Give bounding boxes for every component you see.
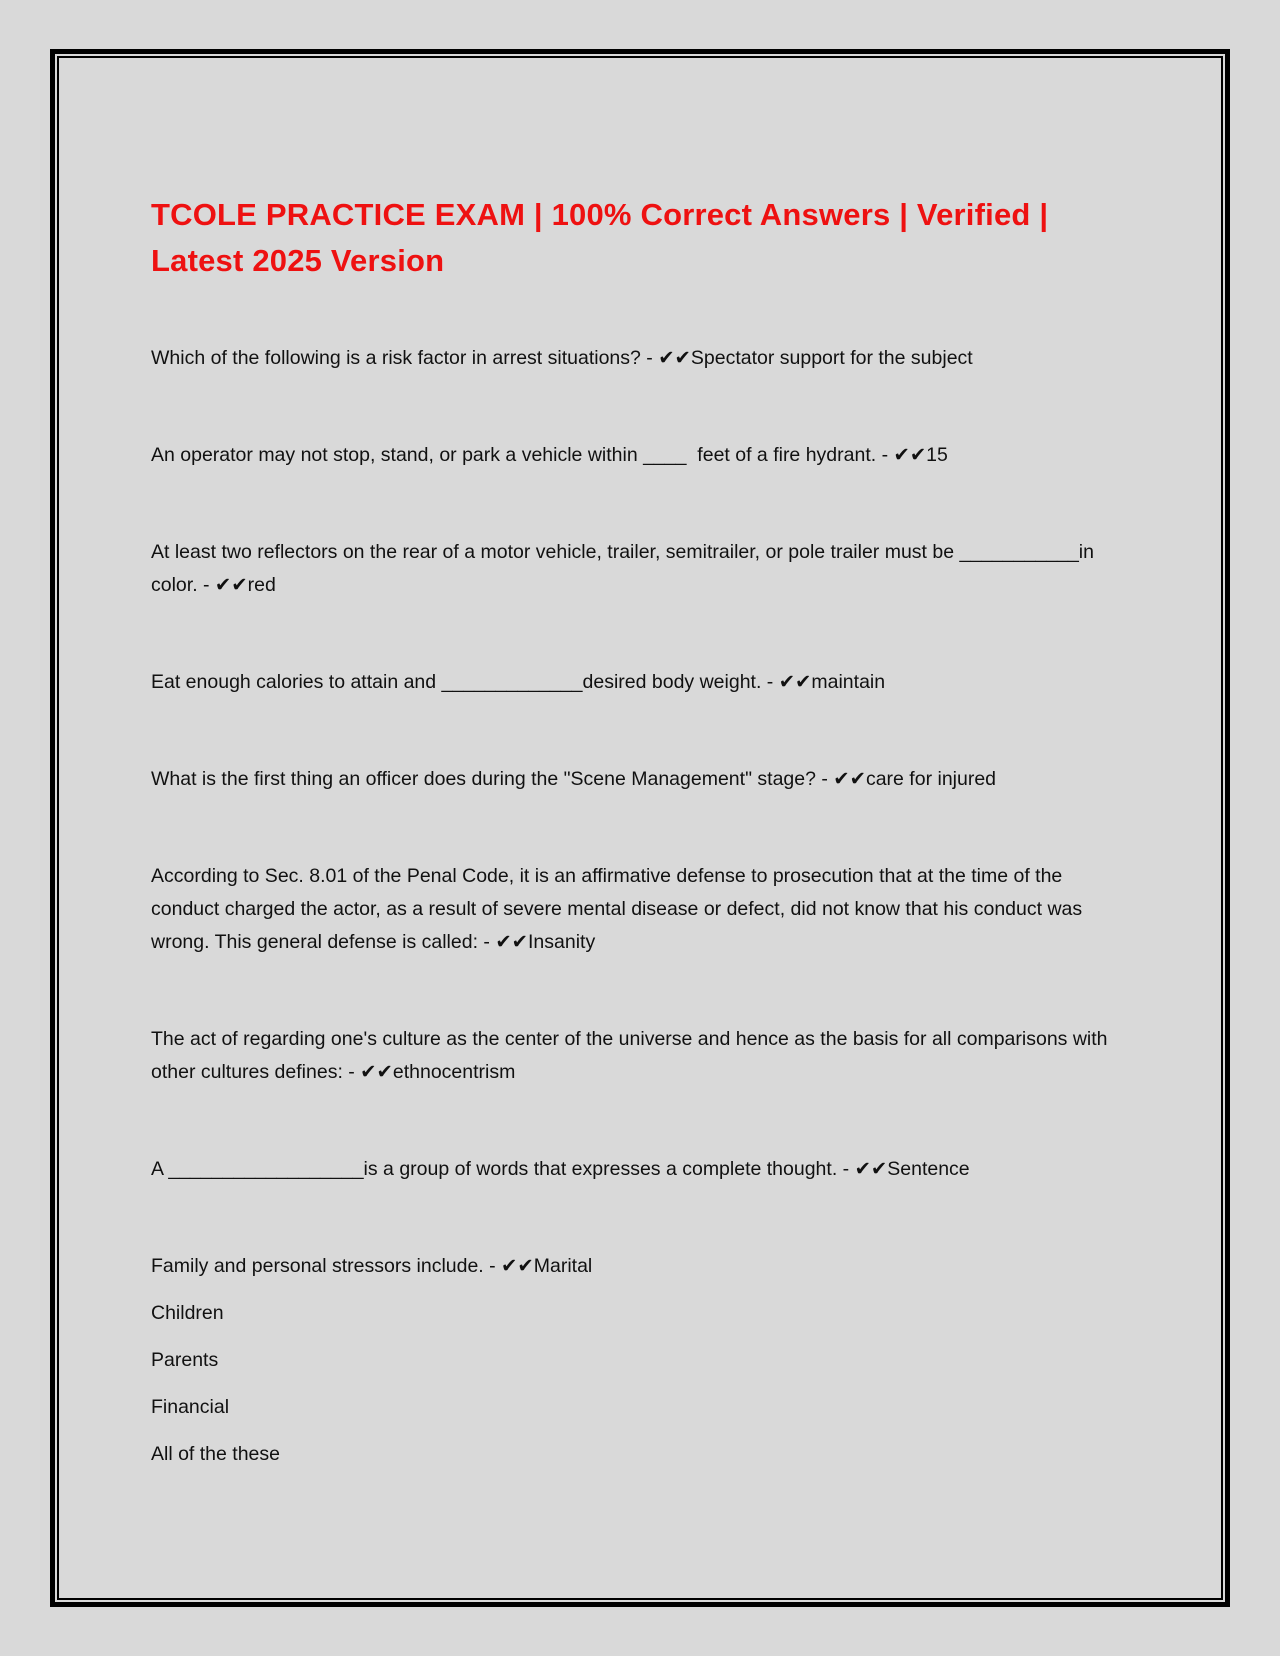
question-answer-1: Which of the following is a risk factor in arrest situations? - ✔✔Spectator support for the subject — [151, 347, 973, 369]
question-answer-5: What is the first thing an officer does during the "Scene Management" stage? - ✔✔care for injured — [151, 768, 997, 790]
question-answer-6: According to Sec. 8.01 of the Penal Code, it is an affirmative defense to prosecution that at the time of the conduct charged the actor, as a result of severe mental disease or defect, did not know that his conduct was wrong. This general defense is called: - ✔✔Insanity — [151, 865, 1088, 953]
question-answer-4: Eat enough calories to attain and _____________desired body weight. - ✔✔maintain — [151, 671, 886, 693]
question-answer-9: Family and personal stressors include. - ✔✔Marital — [151, 1255, 593, 1277]
question-answer-3: At least two reflectors on the rear of a motor vehicle, trailer, semitrailer, or pole trailer must be ___________in color. - ✔✔red — [151, 541, 1100, 596]
answer-option-children: Children — [151, 1302, 224, 1324]
question-answer-7: The act of regarding one's culture as the center of the universe and hence as the basis for all comparisons with other cultures defines: - ✔✔ethnocentrism — [151, 1028, 1113, 1083]
question-answer-2: An operator may not stop, stand, or park a vehicle within ____ feet of a fire hydrant. - ✔✔15 — [151, 444, 948, 466]
answer-option-parents: Parents — [151, 1349, 219, 1371]
document-title: TCOLE PRACTICE EXAM | 100% Correct Answers | Verified | Latest 2025 Version — [151, 197, 1049, 278]
question-answer-8: A __________________is a group of words that expresses a complete thought. - ✔✔Sentence — [151, 1158, 970, 1180]
answer-option-all: All of the these — [151, 1443, 280, 1465]
answer-option-financial: Financial — [151, 1396, 230, 1418]
document-body — [151, 192, 1121, 1471]
